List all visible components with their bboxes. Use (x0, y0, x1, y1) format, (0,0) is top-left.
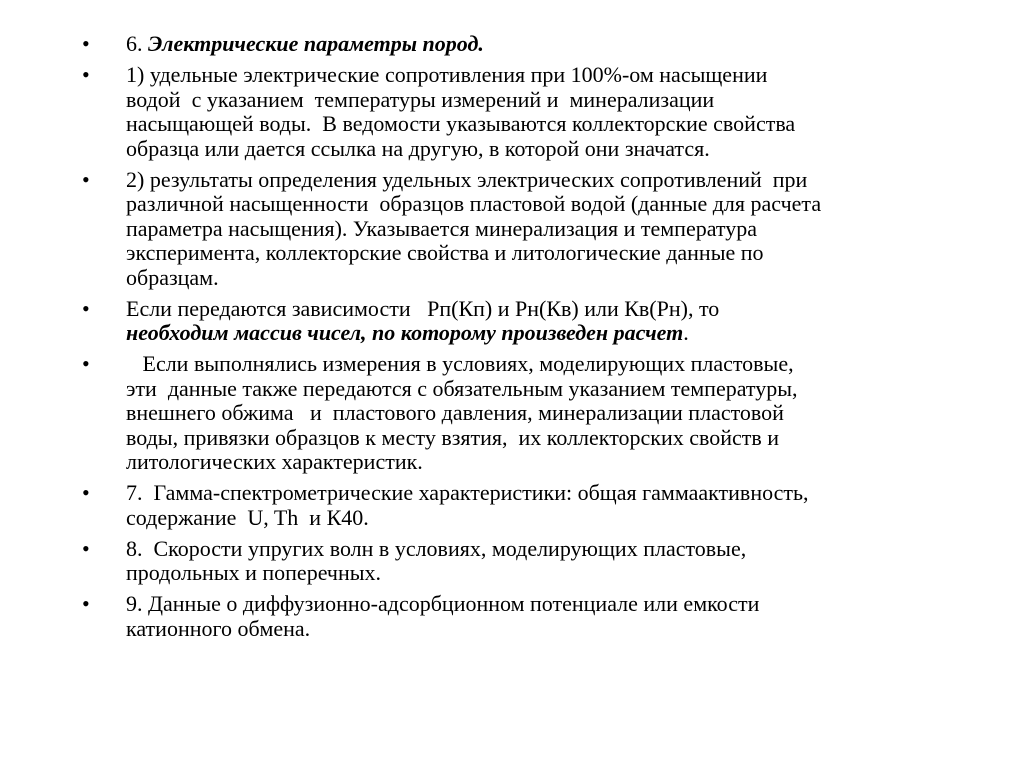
text-line (126, 168, 962, 193)
body-text: содержание U, Th и К40. (126, 504, 369, 530)
body-text: катионного обмена. (126, 615, 311, 641)
text-line (126, 377, 962, 402)
bullet-marker: • (82, 351, 90, 376)
body-text: продольных и поперечных. (126, 560, 382, 585)
bullet-marker: • (82, 535, 90, 561)
text-line (126, 32, 962, 57)
body-text: 1) удельные электрические сопротивления при 100%-ом насыщении (126, 62, 768, 87)
text-line (126, 321, 962, 346)
text-line (126, 401, 962, 426)
text-line (126, 88, 962, 113)
text-line (126, 481, 962, 506)
bullet-marker: • (82, 31, 90, 56)
text-line (126, 617, 962, 642)
text-line (126, 592, 962, 617)
bullet-marker: • (82, 295, 90, 321)
bullet-item (82, 481, 962, 530)
text-line (126, 297, 962, 322)
body-text: эти данные также передаются с обязательным указанием температуры, (126, 375, 798, 401)
bullet-item (82, 592, 962, 641)
body-text: образца или дается ссылка на другую, в которой они значатся. (126, 135, 710, 161)
body-text: различной насыщенности образцов пластовой водой (данные для расчета (126, 191, 822, 216)
body-text: 7. Гамма-спектрометрические характеристики: общая гаммаактивность, (126, 480, 809, 505)
body-text: образцам. (126, 264, 219, 290)
body-text: водой с указанием температуры измерений и минерализации (126, 86, 715, 112)
body-text: 2) результаты определения удельных электрических сопротивлений при (126, 166, 808, 192)
emphasis-text: Электрические параметры пород. (148, 31, 484, 56)
bullet-marker: • (82, 166, 90, 192)
body-text: внешнего обжима и пластового давления, минерализации пластовой (126, 400, 784, 425)
body-text: воды, привязки образцов к месту взятия, их коллекторских свойств и (126, 424, 780, 450)
text-line (126, 506, 962, 531)
body-text: 6. (126, 31, 148, 56)
body-text: параметра насыщения). Указывается минерализация и температура (126, 215, 758, 241)
bullet-item (82, 63, 962, 161)
body-text: 9. Данные о диффузионно-адсорбционном потенциале или емкости (126, 591, 760, 616)
bullet-marker: • (82, 62, 90, 87)
bullet-marker: • (82, 480, 90, 505)
text-line (126, 352, 962, 377)
body-text: литологических характеристик. (126, 449, 423, 474)
text-line (126, 450, 962, 475)
text-line (126, 63, 962, 88)
body-text: 8. Скорости упругих волн в условиях, моделирующих пластовые, (126, 535, 747, 561)
bullet-list (82, 32, 962, 648)
bullet-item (82, 352, 962, 475)
body-text: . (683, 320, 689, 345)
bullet-item (82, 537, 962, 586)
bullet-item (82, 168, 962, 291)
bullet-marker: • (82, 591, 90, 616)
body-text: насыщающей воды. В ведомости указываются коллекторские свойства (126, 111, 796, 136)
text-line (126, 241, 962, 266)
bullet-item (82, 297, 962, 346)
text-line (126, 217, 962, 242)
text-line (126, 192, 962, 217)
body-text: Если передаются зависимости Рп(Кп) и Рн(Кв) или Кв(Рн), то (126, 295, 720, 321)
text-line (126, 266, 962, 291)
body-text: эксперимента, коллекторские свойства и литологические данные по (126, 240, 764, 265)
text-line (126, 426, 962, 451)
emphasis-text: необходим массив чисел, по которому произведен расчет (126, 320, 684, 345)
text-line (126, 561, 962, 586)
bullet-item (82, 32, 962, 57)
text-line (126, 112, 962, 137)
body-text: Если выполнялись измерения в условиях, моделирующих пластовые, (126, 351, 794, 376)
text-line (126, 537, 962, 562)
text-line (126, 137, 962, 162)
